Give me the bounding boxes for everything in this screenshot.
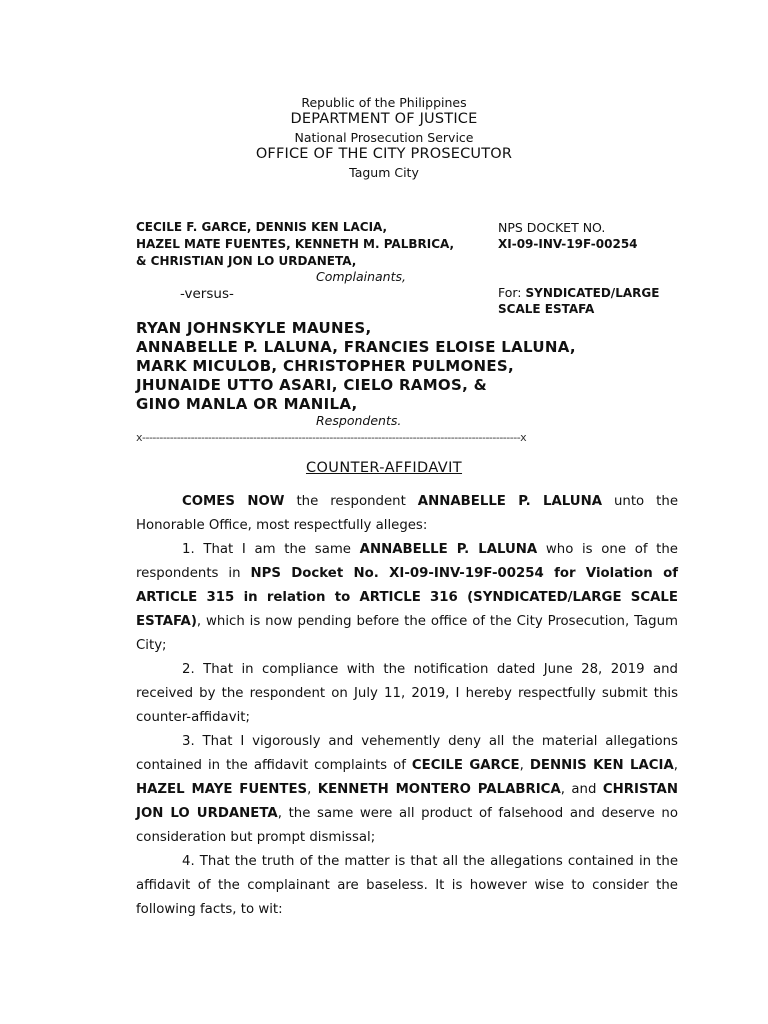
respondents-line-1: RYAN JOHNSKYLE MAUNES, (136, 319, 372, 337)
docket-number: XI-09-INV-19F-00254 (498, 237, 638, 251)
charge-line-2: SCALE ESTAFA (498, 302, 595, 316)
header-city: Tagum City (349, 165, 419, 180)
respondents-line-4: JHUNAIDE UTTO ASARI, CIELO RAMOS, & (136, 376, 487, 394)
respondents-line-5: GINO MANLA OR MANILA, (136, 395, 358, 413)
header-republic: Republic of the Philippines (301, 95, 467, 110)
complainants-line-3: & CHRISTIAN JON LO URDANETA, (136, 254, 357, 268)
respondents-line-2: ANNABELLE P. LALUNA, FRANCIES ELOISE LALUNA, (136, 338, 576, 356)
respondents-line-3: MARK MICULOB, CHRISTOPHER PULMONES, (136, 357, 515, 375)
complainants-label: Complainants, (316, 269, 406, 284)
paragraph-3: 3. That I vigorously and vehemently deny all the material allegations contained in the affidavit complaints of CECILE GARCE, DENNIS KEN LACIA, HAZEL MAYE FUENTES, KENNETH MONTERO PALABRICA, and CHRISTAN JON LO URDANETA, the same were all product of falsehood and deserve no consideration but prompt dismissal; (136, 734, 678, 845)
charge-line-1: SYNDICATED/LARGE (525, 286, 660, 300)
document-title: COUNTER-AFFIDAVIT (305, 460, 463, 476)
respondents-label: Respondents. (316, 413, 402, 428)
paragraph-4: 4. That the truth of the matter is that all the allegations contained in the affidavit of the complainant are baseless. It is however wise to consider the following facts, to wit: (136, 854, 678, 917)
complainants-line-2: HAZEL MATE FUENTES, KENNETH M. PALBRICA, (136, 237, 455, 251)
paragraph-1: 1. That I am the same ANNABELLE P. LALUNA who is one of the respondents in NPS Docket No. XI-09-INV-19F-00254 for Violation of ARTICLE 315 in relation to ARTICLE 316 (SYNDICATED/LARGE SCALE ESTAFA), which is now pending before the office of the City Prosecution, Tagum City; (136, 542, 678, 653)
affidavit-body (136, 490, 678, 922)
charge-prefix: For: (498, 285, 526, 300)
paragraph-intro: COMES NOW the respondent ANNABELLE P. LALUNA unto the Honorable Office, most respectfully alleges: (136, 494, 678, 533)
header-service: National Prosecution Service (294, 130, 474, 145)
charge (498, 285, 659, 300)
caption-separator: x-------------------------------------------------------------------------------------------------------------x (136, 431, 527, 444)
docket-label: NPS DOCKET NO. (498, 220, 606, 235)
versus-label: -versus- (180, 286, 234, 302)
header-department: DEPARTMENT OF JUSTICE (290, 111, 478, 127)
header-office: OFFICE OF THE CITY PROSECUTOR (255, 146, 513, 162)
complainants-line-1: CECILE F. GARCE, DENNIS KEN LACIA, (136, 220, 388, 234)
paragraph-2: 2. That in compliance with the notification dated June 28, 2019 and received by the respondent on July 11, 2019, I hereby respectfully submit this counter-affidavit; (136, 662, 678, 725)
